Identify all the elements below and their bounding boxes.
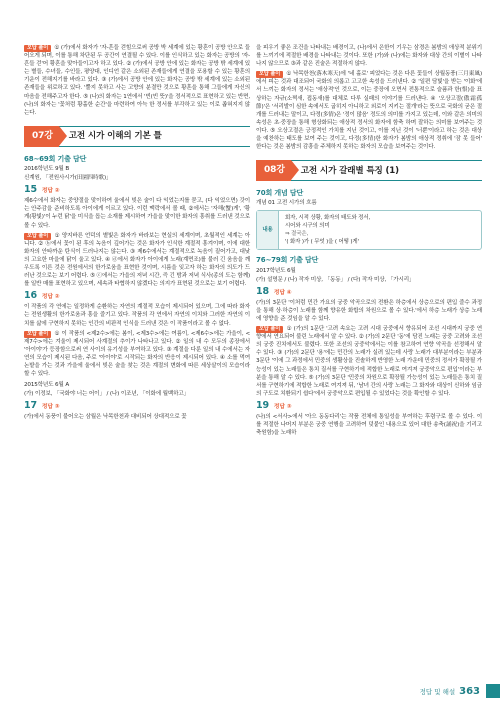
answer-header-15 (24, 186, 250, 195)
wrong-explanation (24, 330, 250, 379)
concept-box-body (279, 211, 481, 249)
concept-line: 시어와 시구의 의미 (285, 223, 330, 230)
exam-source: 2015학년도 6월 A (24, 382, 69, 389)
answer-explanation: (가)의 3문단 '이처럼 민간 가요의 궁중 악곡으로의 전환은 하층에서 상층으로의 편입 즐수 과정을 통해 상·하층이 노래를 함께 향유한 화합의 차원으로 볼 수 있다.'에서 하층 노래가 상층 노래에 영향을 준 것임을 알 수 있다. (256, 299, 482, 322)
right-column (256, 44, 482, 439)
question-number: 19 (256, 399, 269, 411)
question-range-heading: 76~79회 기출 담단 (256, 256, 319, 265)
wrong-text: ① 양지바른 언덕의 볕빛은 화자가 바라보는 현실의 세계이며, 초월적인 세계는 아니다. ② ⓑ에서 꽃이 된 후의 녹음이 깊어가는 것은 화자가 인식한 계절적 흥겨이며, 이에 대한 화자의 안타까운 탄식이 드러나지는 않는다. ③ 제6수에서는 계절적으로 녹음이 짙어가고, 대낮의 고요한 마을에 닭이 울고 있다. ④ ⓓ에서 화자가 아이에게 노래(계면조)를 불러 긴 움음을 깨우도록 이른 것은 전원에서의 한가로움을 표현한 것이며, 시름을 잊고자 하는 화자의 의도가 드러난 것으로는 보기 어렵다. ⑤ ⓒ에서는 가을의 저녁 시간, 즉 긴 밤과 저녁 식사(종의 도는 함께)를 일반 매를 표현하고 있으며, 세속과 타협하지 않겠다는 의지가 표현된 것으로는 보기 어렵다. (24, 232, 250, 288)
answer-label: 정답 ③ (41, 404, 60, 411)
exam-source: 2017학년도 6월 (256, 267, 296, 274)
page-number: 363 (459, 685, 480, 697)
section-number: 07강 (24, 126, 59, 147)
answer-explanation: 이 작품의 각 연에는 일정하게 순환하는 자연의 계절적 모습이 제시되어 있으며, 그에 따라 화자는 전원생활의 한가로움과 흥을 즐기고 있다. 작품의 각 연에서 자연의 이치와 그러한 자연의 이치를 삶에 구현하지 못하는 인간의 비판적 인식을 드러낸 것은 이 작품이라고 볼 수 없다. (24, 304, 250, 327)
concept-box (256, 210, 482, 250)
wrong-text: ① (가)의 1문단 '고려 속요는 고려 시대 궁중에서 향유되어 조선 시대까지 궁중 연향에서 연요되어 불린 노래에서 알 수 있다. ② (가)의 2문단 '동'에 담진 노래는 궁중 고려와 조선의 궁중 진치에서도 불렸다. 또한 조선의 궁중악에서는 이를 참고하여 연향 악곡을 선정해서 알 수 있다. ③ (가)의 2문단 '용'에는 민간의 노래가 실려 있는데 사랑 노래가 대부분이라는 부분과 3문단 '이에 그 과정에서 민중의 생활상을 진솔하게 반영한 노래 가운데 민중의 정서가 확장될 가능성이 있는 노래들은 통치 질서를 구현하기에 적합한 노래로 여겨져 궁중악으로 편입'이라는 부분을 통해 알 수 있다. ⑤ (가)의 3문단 '민중의 차원으로 확장될 가능성이 있는 노래들은 통치 질서를 구현하기에 적합한 노래로 여겨져 뒤, '남녀 간의 사랑 노래는 그 화자와 대상이 신하와 임금의 구도로 치환되기 쉽다'에서 궁중악으로 편입될 수 있었다는 것을 확인할 수 있다. (256, 326, 482, 397)
answer-label: 정답 ② (41, 188, 60, 195)
concept-line: 회자, 시적 상황, 화자의 태도와 정서, (285, 215, 371, 222)
wrong-text: ① 이 작품의 <제2수>에는 봄이, <제3수>에는 여름이, <제6수>에는 가을이, <제7수>에는 겨울이 제시되어 사계절의 추이가 나타나고 있다. ② 일의 내 수 모두의 종장에서 '아이야'가 등장함으로써 연 사이의 유기성을 부여하고 있다. ③ 계절을 다룬 일의 내 수에서는 자연의 모습이 제시된 다음, 주로 '아이야'로 시작되는 화자의 반응이 제시되어 있다. ④ 소를 먹여 논밭을 가는 것과 가을에 울에서 빚은 술을 찾는 것은 계절의 변화에 따른 세상살이의 모습이라 할 수 있다. (24, 330, 250, 378)
wrong-tag: 오답 풀이 (24, 331, 51, 338)
exam-source: 2016학년도 9월 B (24, 165, 70, 172)
work-title: (가) 이정보, 「국화야 너는 어이」 / (나) 이조년, 「이화에 월백하고」 (24, 391, 190, 398)
question-range-heading: 68~69회 기출 담단 (24, 154, 87, 163)
section-title: 고전 시가 이해의 기본 틀 (68, 131, 162, 142)
answer-header-19 (256, 399, 482, 411)
work-title: 신계원, 「전원사시가(田園四時歌)」 (24, 175, 112, 182)
concept-title: 개념 01 고전 시가의 흐름 (256, 200, 317, 207)
answer-label: 정답 ② (41, 294, 60, 301)
work-title: (가) 설명문 / (나) 작자 미상, 「동동」 / (다) 작자 미상, 「가시리」 (256, 276, 415, 283)
question-number: 16 (24, 290, 37, 302)
answer-explanation: 제6수에서 화자는 중양절을 맞이하여 울에서 빚은 술이 다 익었는지를 묻고, (다 익었으면) 갓이는 안주감을 준비하도록 아이에게 이르고 있다. 이런 맥락에서 볼 때, ②에서는 '자해(蟹)게', '황게(황빛)'이 누런 닭'을 미식을 돕는 소재를 제시하여 가을을 맞이한 화자의 흥취를 드러낸 것으로 볼 수 있다. (24, 198, 251, 229)
page-footer (420, 684, 500, 698)
section-number: 08강 (256, 160, 291, 181)
question-number: 18 (256, 285, 269, 297)
wrong-tag: 오답 풀이 (256, 71, 283, 78)
wrong-text: ① 낙목한천(落木寒天)에 '네 홀로' 피었다는 것은 다른 꽃들이 상월동풍(三月東風)에서 피는 것과 대조되어 국화의 의롭고 고고한 속성을 드러낸다. ② '일편 담빛'을 받는 '이화'에서 느끼는 화자의 정서는 '애상적'인 것으로, 이는 중장에 오면서 전통적으로 슬픔과 한(恨)을 표상하는 자규(소쩍새, 접동새)를 대체로 다루 실패의 이야기를 드러낸다. ④ '오상고절(傲霜孤節)'은 '서리발이 심한 속에서도 굽히지 아니하고 외로이 지키는 절개'라는 뜻으로 국화의 굳은 절개를 드러내는 말이고, 다정(多情)은 '정이 많음' 정도의 의미를 가지고 있는데, 이와 같은 의미의 속성은 초·중장을 통해 형상화되는 애상적 정서의 화자에 함축 하며 잘하는 의미를 보여주는 것이다. ⑤ 오상고절은 긍정적인 가치를 지닌 것이고, 이를 지닌 것이 '너뿐'이라고 하는 것은 대상을 예찬하는 태도를 보여 주는 것이고, 다정(多情)한 화자가 봄밤의 애상적 정취에 '잠 못 들어' 한다는 것은 봄밤의 감흥을 주체하지 못하는 화자의 모습을 보여주는 것이다. (256, 71, 482, 151)
section-title: 고전 시가 갈래별 특징 (1) (300, 165, 399, 176)
question-number: 15 (24, 184, 37, 196)
footer-label: 정답 및 해설 (419, 687, 456, 696)
wrong-explanation (256, 70, 482, 151)
answer-header-17 (24, 402, 250, 411)
footer-tab-marker (486, 684, 500, 698)
wrong-explanation (256, 325, 482, 398)
concept-arrow-line: ⇒ 결국은, (285, 231, 309, 238)
wrong-tag: 오답 풀이 (256, 326, 283, 333)
answer-header-16 (24, 292, 250, 301)
question-range-heading: 70회 개념 담단 (256, 189, 304, 198)
section-header-07 (24, 126, 250, 147)
wrong-explanation (24, 232, 250, 289)
answer-explanation-continued: 을 피우기 좋은 조건을 나타내는 배경이고, (나)에서 은한이 기우는 삼경은 봄밤의 애상적 분위기를 느끼기에 적절한 배경을 나타내는 것이다. 또한 (가)와 (나)에는 화자와 대상 간의 이별이 나타나지 않으므로 ③과 같은 진술은 적절하지 않다. (256, 45, 482, 68)
concept-line: '( 화자 )가 ( 무엇 )을 ( 어떻 )게' (285, 239, 359, 246)
wrong-explanation (24, 44, 250, 117)
wrong-text: ① (가)에서 화자가 '자-흔들 걷힘으로써 공방 박 세계에 있는 황혼이 공방 안으로 들어오게 되며, 이를 통해 차단된 두 공간이 연결될 수 있다. 이를 인식하고 있는 화자는 공방의 '자-흔들 걷'어 황혼을 맞아들이고자 하고 있다. ② (가)에서 공방 안에 있는 화자는 공방 밖 세계에 있는 별들, 수녀들, 수인들, 평양대, 인디언 같은 소외된 존재들에게 연결을 포용할 수 있는 황혼의 기운이 전해지기를 바라고 있다. ③ (가)에서 공방 안에 있는 화자는 공방 밖 세계에 있는 소외된 존재들을 위로하고 있다. '뿔지 못하고 사는 고향의 분결만 것으로 황혼을 통해 그들에게 자신의 마음을 전해주고자 한다. ⑤ (나)의 화자는 1연에서 '빈(빈 뜻)'을 정서적으로 표현하고 있는 반면, (나)의 화자는 '꽃처럼 황홀한 순간'을 마련하여 아늑 한 정서를 부각하고 있는 이로 좁혀지지 않는다. (24, 45, 250, 116)
wrong-tag: 오답 풀이 (24, 45, 51, 52)
answer-explanation: (가)에서 동풍이 불어오는 삼월은 낙목한천과 대비되어 상대적으로 꽃 (24, 414, 187, 421)
left-column (24, 44, 250, 424)
answer-explanation: (나)의 <서사>에서 '아으 동동다리'는 작품 전체에 통일성을 부여하는 후렴구로 볼 수 있다. 이를 적절한 나머지 부분은 궁중 연행을 고려하여 덧붙인 내용으로 있어 대한 송축(誦祝)을 기리고 축원함)을 노래하 (256, 414, 482, 437)
wrong-tag: 오답 풀이 (24, 233, 51, 240)
concept-box-label: 내용 (257, 211, 279, 249)
section-header-08 (256, 160, 482, 181)
answer-label: 정답 ③ (273, 403, 292, 410)
answer-label: 정답 ④ (273, 289, 292, 296)
answer-header-18 (256, 285, 482, 297)
question-number: 17 (24, 400, 37, 412)
